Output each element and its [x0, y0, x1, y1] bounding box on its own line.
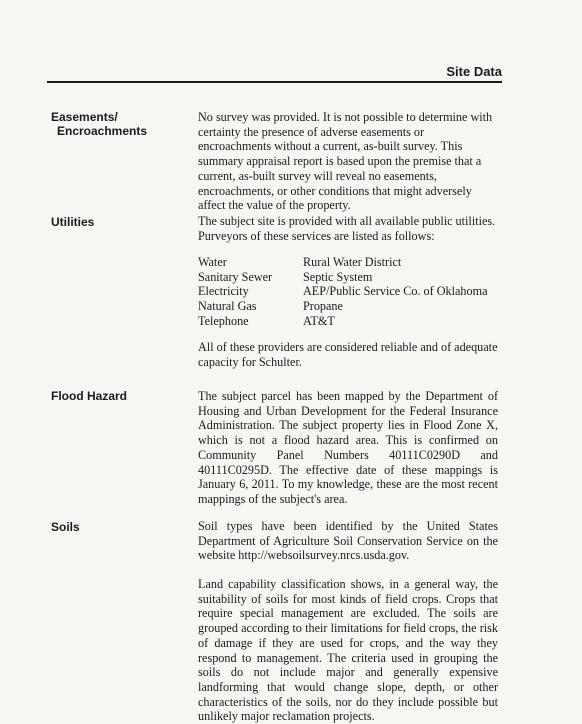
easements-text: No survey was provided. It is not possible to determine with certainty the presence of adverse easements or encroachments without a current, as-built survey. This summary appraisal report is based upon the premise that a current, as-built survey will reveal no easements, encroachments, or other conditions that might adversely affect the value of the property. [198, 110, 493, 213]
page-title: Site Data [446, 64, 502, 79]
utilities-intro: The subject site is provided with all available public utilities. Purveyors of these services are listed as follows: [198, 214, 496, 243]
flood-hazard-text: The subject parcel has been mapped by the Department of Housing and Urban Development for the Federal Insurance Administration. The subject property lies in Flood Zone X, which is not a flood hazard area. This is confirmed on Community Panel Numbers 40111C0290D and 40111C0295D. The effective date of these mappings is January 6, 2011. To my knowledge, these are the most recent mappings of the subject's area. [198, 389, 498, 506]
utility-row [198, 299, 487, 314]
utility-provider: Propane [303, 299, 343, 314]
section-label-utilities: Utilities [51, 215, 95, 229]
utility-row [198, 284, 487, 299]
section-label-soils: Soils [51, 520, 80, 534]
section-label-flood-hazard: Flood Hazard [51, 389, 128, 403]
utility-service: Natural Gas [198, 299, 257, 314]
section-label-line: Easements/ [51, 110, 118, 124]
utility-service: Water [198, 255, 227, 269]
utility-row [198, 270, 487, 285]
header-divider [47, 81, 502, 83]
utility-service: Telephone [198, 313, 249, 328]
utility-row [198, 255, 487, 270]
utility-row [198, 314, 487, 329]
utilities-closing: All of these providers are considered reliable and of adequate capacity for Schulter. [198, 340, 498, 369]
soils-text-1: Soil types have been identified by the United States Department of Agriculture Soil Conservation Service on the website http://websoilsurvey.nrcs.usda.gov. [198, 519, 498, 563]
utilities-table [198, 255, 487, 329]
utility-provider: AEP/Public Service Co. of Oklahoma [303, 284, 488, 299]
utility-provider: Septic System [303, 269, 373, 284]
utility-provider: AT&T [303, 313, 335, 328]
section-label-easements [51, 110, 147, 138]
section-label-line: Encroachments [57, 124, 148, 138]
soils-text-2: Land capability classification shows, in a general way, the suitability of soils for most kinds of field crops. Crops that require special management are excluded. The soils are grouped according to their limitations for field crops, the risk of damage if they are used for crops, and the way they respond to management. The criteria used in grouping the soils do not include major and generally expensive landforming that would change slope, depth, or other characteristics of the soils, nor do they include possible but unlikely major reclamation projects. [198, 577, 498, 724]
utility-service: Electricity [198, 284, 249, 299]
utility-provider: Rural Water District [303, 255, 402, 269]
utility-service: Sanitary Sewer [198, 269, 273, 284]
